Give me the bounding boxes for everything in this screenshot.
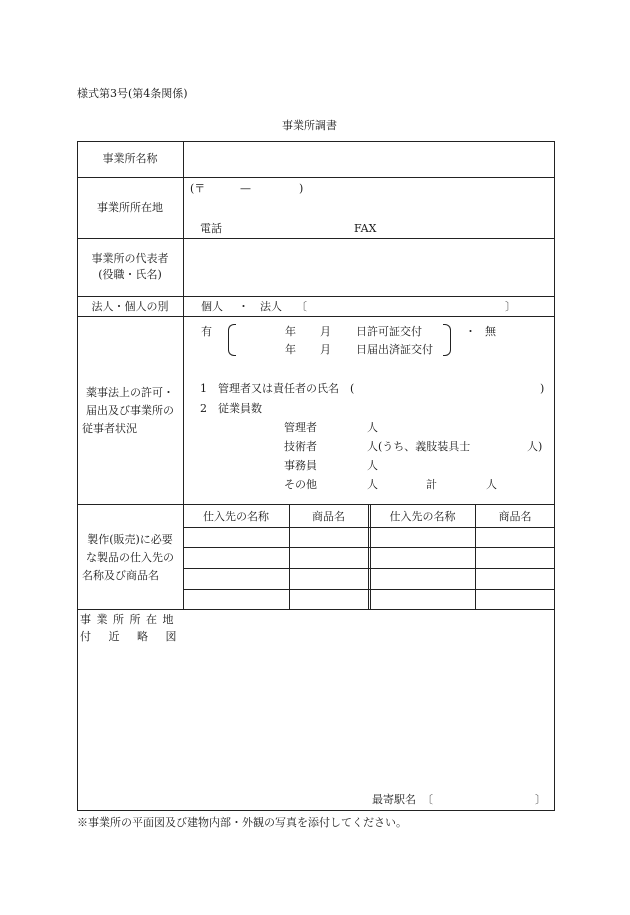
fax-label: FAX [354, 222, 377, 235]
phone-label: 電話 [200, 222, 222, 235]
left-brace [228, 324, 236, 356]
postal-open: (〒 [190, 182, 206, 195]
entity-type-label: 法人・個人の別 [91, 300, 169, 313]
staff-unit: 人 [367, 459, 378, 472]
bracket-close: 〕 [535, 793, 546, 806]
permit-label: 日許可証交付 [356, 325, 422, 338]
nearest-station-label: 最寄駅名 [372, 793, 416, 806]
supplier-grid-line [183, 589, 555, 590]
label-column-divider [183, 141, 184, 609]
bracket-open: 〔 [422, 793, 433, 806]
employee-count-item: 2 従業員数 [200, 402, 262, 415]
form-number: 様式第3号(第4条関係) [77, 87, 188, 100]
supplier-grid-line [368, 504, 369, 609]
row-divider [77, 609, 555, 610]
column-header-supplier-name: 仕入先の名称 [389, 510, 456, 523]
none-option[interactable]: 無 [485, 325, 496, 338]
suppliers-label: 製作(販売)に必要 [87, 533, 173, 546]
address-field[interactable] [186, 180, 552, 235]
map-label-line2: 付 近 略 図 [80, 630, 178, 643]
supplier-grid-line [183, 527, 555, 528]
month-label: 月 [320, 325, 331, 338]
total-label: 計 [426, 478, 437, 491]
notice-label: 日届出済証交付 [356, 343, 433, 356]
license-label-line2: 届出及び事業所の [86, 404, 174, 417]
year-label: 年 [285, 325, 296, 338]
map-label: 事 業 所 所 在 地 [80, 613, 175, 626]
supplier-grid-line [183, 568, 555, 569]
footnote: ※事業所の平面図及び建物内部・外観の写真を添付してください。 [77, 816, 407, 829]
individual-option[interactable]: 個人 [201, 300, 223, 313]
representative-field[interactable] [186, 241, 552, 293]
bracket-open: 〔 [296, 300, 307, 313]
row-divider [77, 177, 555, 178]
total-unit: 人 [486, 478, 497, 491]
staff-role-manager: 管理者 [284, 421, 317, 434]
address-label: 事業所所在地 [97, 201, 163, 214]
postal-dash: — [240, 182, 251, 195]
representative-label: 事業所の代表者 [91, 252, 169, 265]
staff-role-clerk: 事務員 [284, 459, 317, 472]
year-label: 年 [285, 343, 296, 356]
manager-name-item: 1 管理者又は責任者の氏名 ( [200, 382, 355, 395]
bracket-close: 〕 [505, 300, 516, 313]
row-divider [77, 296, 555, 297]
manager-name-close: ) [540, 382, 545, 395]
page-title: 事業所調書 [282, 119, 337, 132]
suppliers-label-line2: な製品の仕入先の [86, 551, 174, 564]
supplier-grid-line [183, 547, 555, 548]
license-label-line3: 従事者状況 [82, 422, 137, 435]
month-label: 月 [320, 343, 331, 356]
right-brace [443, 324, 451, 356]
option-separator: ・ [465, 325, 476, 338]
staff-role-other: その他 [284, 478, 317, 491]
license-label: 薬事法上の許可・ [86, 386, 174, 399]
staff-unit: 人(うち、義肢装具士 [367, 440, 471, 453]
staff-unit: 人 [367, 421, 378, 434]
representative-sublabel: (役職・氏名) [98, 268, 162, 281]
staff-unit: 人 [367, 478, 378, 491]
row-divider [77, 238, 555, 239]
row-divider [77, 504, 555, 505]
corporation-option[interactable]: 法人 [260, 300, 282, 313]
staff-role-engineer: 技術者 [284, 440, 317, 453]
column-header-product-name: 商品名 [312, 510, 345, 523]
map-area[interactable] [186, 612, 552, 787]
postal-close: ) [299, 182, 304, 195]
option-separator: ・ [238, 300, 249, 313]
suppliers-label-line3: 名称及び商品名 [82, 569, 159, 582]
staff-unit-close: 人) [527, 440, 543, 453]
business-name-label: 事業所名称 [102, 152, 158, 165]
column-header-product-name: 商品名 [498, 510, 532, 523]
row-divider [77, 316, 555, 317]
yes-option[interactable]: 有 [201, 325, 212, 338]
business-name-field[interactable] [186, 144, 552, 174]
column-header-supplier-name: 仕入先の名称 [203, 510, 269, 523]
